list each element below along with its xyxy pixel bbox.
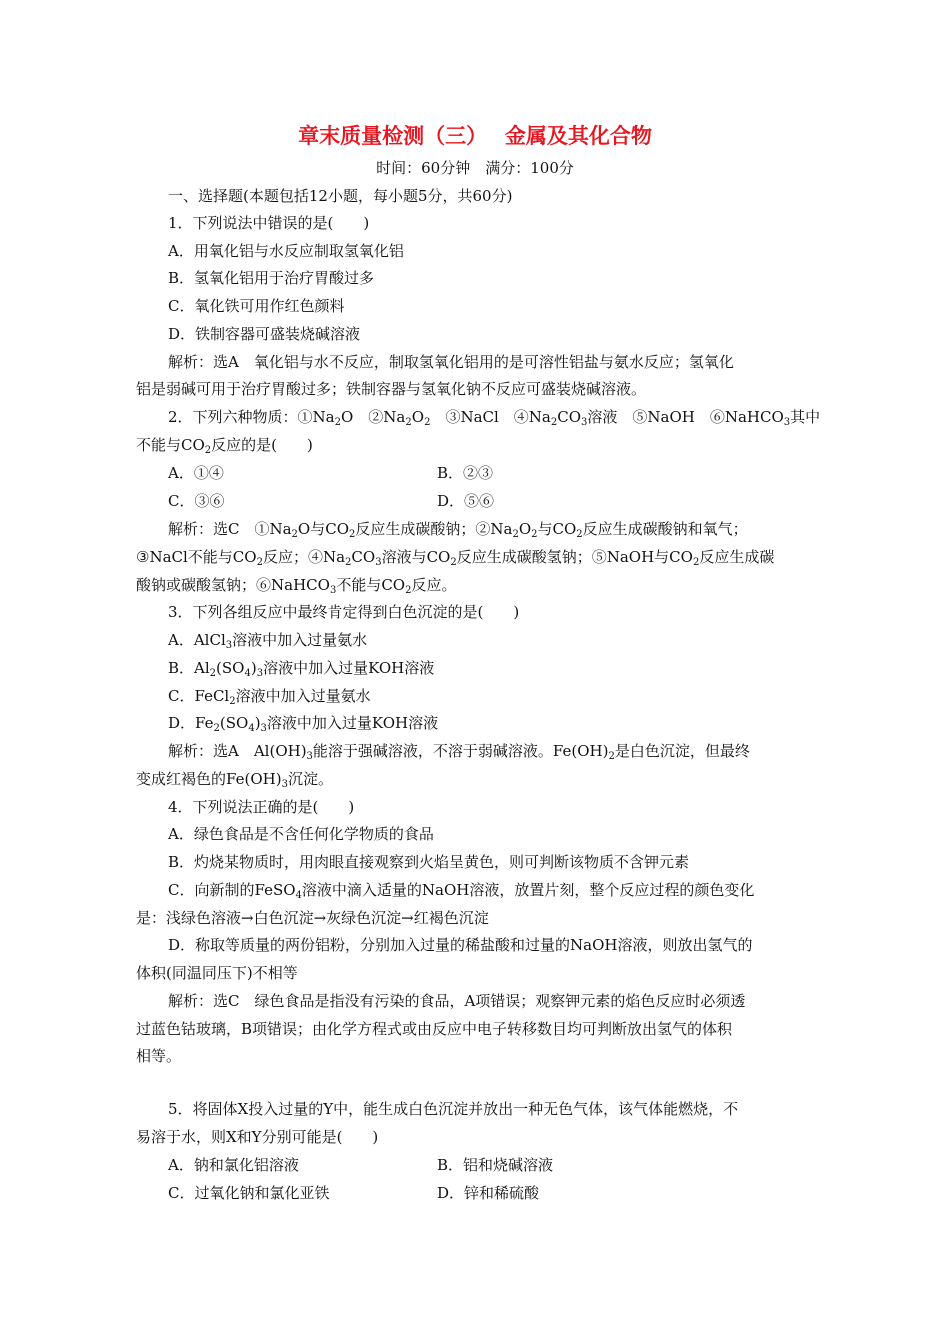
- q3-option-a: A．AlCl$_3$溶液中加入过量氨水: [168, 631, 368, 651]
- q2-analysis-line1: 解析：选C $①Na_2O$与$CO_2$反应生成碳酸钠；$②Na_2O_2$与$CO_2$反应生成碳酸钠和氧气；: [168, 520, 748, 540]
- q1-analysis-line1: 解析：选A 氧化铝与水不反应，制取氢氧化铝用的是可溶性铝盐与氨水反应；氢氧化: [168, 353, 734, 371]
- q2-stem-line2: 不能与$CO_2$反应的是( ): [136, 436, 313, 456]
- q3-option-b: B．$Al_2(SO_4)_3$溶液中加入过量KOH溶液: [168, 659, 435, 679]
- q5-option-d: D．锌和稀硫酸: [437, 1184, 540, 1202]
- q4-analysis-line3: 相等。: [136, 1047, 182, 1065]
- page-title: [0, 122, 950, 150]
- q4-analysis-line2: 过蓝色钴玻璃，B项错误；由化学方程式或由反应中电子转移数目均可判断放出氢气的体积: [136, 1020, 733, 1038]
- q3-analysis-line1: 解析：选A $Al(OH)_3$能溶于强碱溶液，不溶于弱碱溶液。$Fe(OH)_2$是白色沉淀，但最终: [168, 742, 750, 762]
- q5-option-b: B．铝和烧碱溶液: [437, 1156, 554, 1174]
- q3-option-c: C．FeCl$_2$溶液中加入过量氨水: [168, 687, 371, 707]
- q1-option-b: B．氢氧化铝用于治疗胃酸过多: [168, 269, 375, 287]
- q1-stem: 1．下列说法中错误的是( ): [168, 214, 370, 232]
- title-part2: 金属及其化合物: [504, 124, 652, 148]
- q5-stem-line1: 5．将固体X投入过量的Y中，能生成白色沉淀并放出一种无色气体，该气体能燃烧，不: [168, 1100, 739, 1118]
- q4-option-b: B．灼烧某物质时，用肉眼直接观察到火焰呈黄色，则可判断该物质不含钾元素: [168, 853, 690, 871]
- q2-option-d: D．⑤⑥: [437, 492, 495, 510]
- q2-option-a: A．①④: [168, 464, 224, 482]
- q3-stem: 3．下列各组反应中最终肯定得到白色沉淀的是( ): [168, 603, 520, 621]
- q4-analysis-line1: 解析：选C 绿色食品是指没有污染的食品，A项错误；观察钾元素的焰色反应时必须透: [168, 992, 746, 1010]
- q4-option-c-line2: 是：浅绿色溶液→白色沉淀→灰绿色沉淀→红褐色沉淀: [136, 909, 489, 927]
- section-heading: 一、选择题(本题包括12小题，每小题5分，共60分): [168, 187, 513, 205]
- q2-option-c: C．③⑥: [168, 492, 225, 510]
- q4-option-d-line1: D．称取等质量的两份铝粉，分别加入过量的稀盐酸和过量的NaOH溶液，则放出氢气的: [168, 936, 753, 954]
- q4-option-c-line1: C．向新制的FeSO$_4$溶液中滴入适量的NaOH溶液，放置片刻，整个反应过程的颜色变化: [168, 881, 755, 901]
- q4-option-d-line2: 体积(同温同压下)不相等: [136, 964, 298, 982]
- q2-analysis-line3: 酸钠或碳酸氢钠；⑥NaHCO$_3$不能与$CO_2$反应。: [136, 576, 457, 596]
- q2-option-b: B．②③: [437, 464, 494, 482]
- q1-option-c: C．氧化铁可用作红色颜料: [168, 297, 345, 315]
- q5-option-a: A．钠和氯化铝溶液: [168, 1156, 299, 1174]
- q3-option-d: D．$Fe_2(SO_4)_3$溶液中加入过量KOH溶液: [168, 714, 439, 734]
- q5-option-c: C．过氧化钠和氯化亚铁: [168, 1184, 330, 1202]
- q4-option-a: A．绿色食品是不含任何化学物质的食品: [168, 825, 434, 843]
- q3-analysis-line2: 变成红褐色的$Fe(OH)_3$沉淀。: [136, 770, 333, 790]
- q4-stem: 4．下列说法正确的是( ): [168, 798, 355, 816]
- q1-option-d: D．铁制容器可盛装烧碱溶液: [168, 325, 361, 343]
- exam-info: 时间：60分钟 满分：100分: [376, 159, 574, 177]
- q2-stem-line1: 2．下列六种物质：$①Na_2O$ $②Na_2O_2$ ③NaCl $④Na_2CO_3$溶液 ⑤NaOH ⑥NaHCO$_3$其中: [168, 408, 821, 428]
- title-part1: 章末质量检测（三）: [298, 124, 477, 148]
- q5-stem-line2: 易溶于水，则X和Y分别可能是( ): [136, 1128, 379, 1146]
- q1-analysis-line2: 铝是弱碱可用于治疗胃酸过多；铁制容器与氢氧化钠不反应可盛装烧碱溶液。: [136, 380, 647, 398]
- q1-option-a: A．用氧化铝与水反应制取氢氧化铝: [168, 242, 404, 260]
- q2-analysis-line2: ③NaCl不能与$CO_2$反应；$④Na_2CO_3$溶液与$CO_2$反应生成碳酸氢钠；⑤NaOH与$CO_2$反应生成碳: [136, 548, 775, 568]
